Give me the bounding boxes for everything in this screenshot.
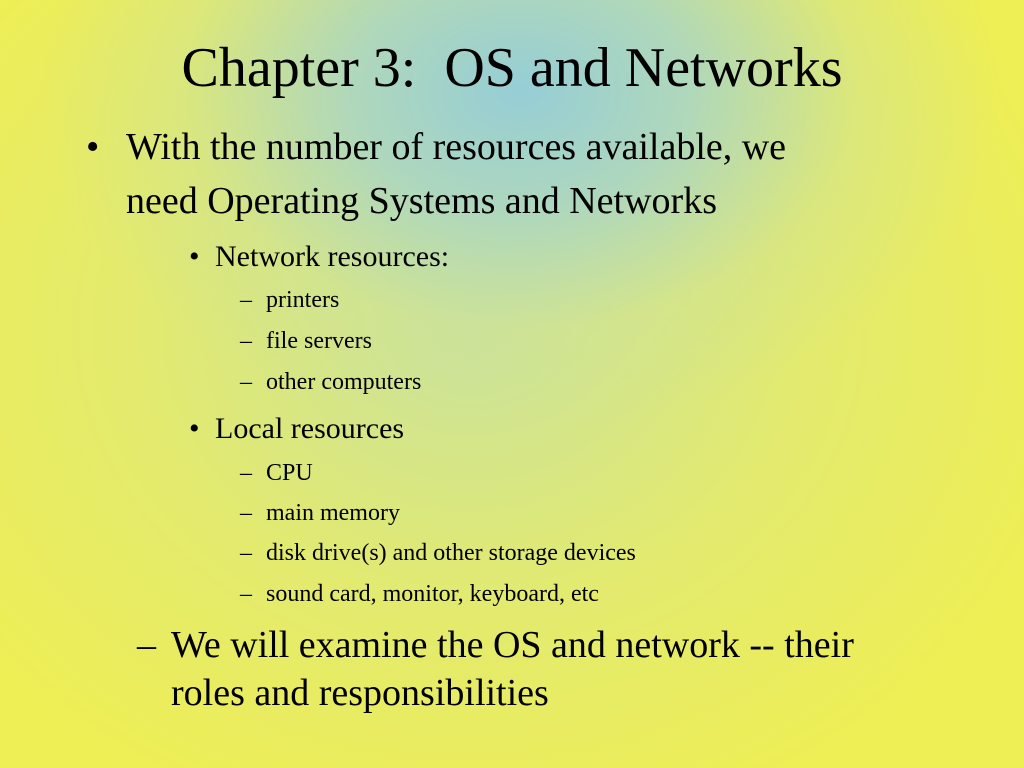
list-item bbox=[240, 579, 599, 609]
list-item bbox=[240, 538, 636, 568]
dash-icon: – bbox=[240, 287, 252, 313]
local-resources-label: Local resources bbox=[215, 412, 405, 445]
dash-icon: – bbox=[240, 369, 252, 395]
list-item bbox=[240, 326, 372, 356]
list-item-text: file servers bbox=[266, 328, 372, 354]
list-item bbox=[240, 285, 340, 315]
closing-line-1 bbox=[137, 622, 854, 668]
list-item-text: CPU bbox=[266, 460, 313, 486]
closing-text-2: roles and responsibilities bbox=[171, 672, 549, 714]
closing-line-2 bbox=[171, 670, 549, 716]
bullet-dot-icon: • bbox=[189, 240, 200, 273]
local-resources-heading bbox=[189, 411, 405, 447]
dash-icon: – bbox=[240, 460, 252, 486]
main-bullet-text-2: need Operating Systems and Networks bbox=[126, 180, 717, 222]
main-bullet-line-2 bbox=[126, 178, 717, 224]
list-item-text: printers bbox=[266, 287, 340, 313]
dash-icon: – bbox=[240, 328, 252, 354]
main-bullet-line-1 bbox=[86, 124, 787, 170]
network-resources-heading bbox=[189, 239, 450, 275]
dash-icon: – bbox=[240, 540, 252, 566]
dash-icon: – bbox=[240, 500, 252, 526]
network-resources-label: Network resources: bbox=[215, 240, 450, 273]
bullet-dot-icon: • bbox=[86, 126, 100, 168]
list-item-text: disk drive(s) and other storage devices bbox=[266, 540, 636, 566]
list-item bbox=[240, 367, 422, 397]
dash-icon: – bbox=[137, 624, 156, 666]
list-item-text: other computers bbox=[266, 369, 422, 395]
list-item bbox=[240, 498, 400, 528]
closing-text-1: We will examine the OS and network -- their bbox=[171, 624, 854, 666]
list-item-text: main memory bbox=[266, 500, 400, 526]
main-bullet-text-1: With the number of resources available, we bbox=[126, 126, 787, 168]
slide-title: Chapter 3: OS and Networks bbox=[181, 37, 843, 99]
bullet-dot-icon: • bbox=[189, 412, 200, 445]
list-item bbox=[240, 458, 313, 488]
dash-icon: – bbox=[240, 581, 252, 607]
list-item-text: sound card, monitor, keyboard, etc bbox=[266, 581, 599, 607]
